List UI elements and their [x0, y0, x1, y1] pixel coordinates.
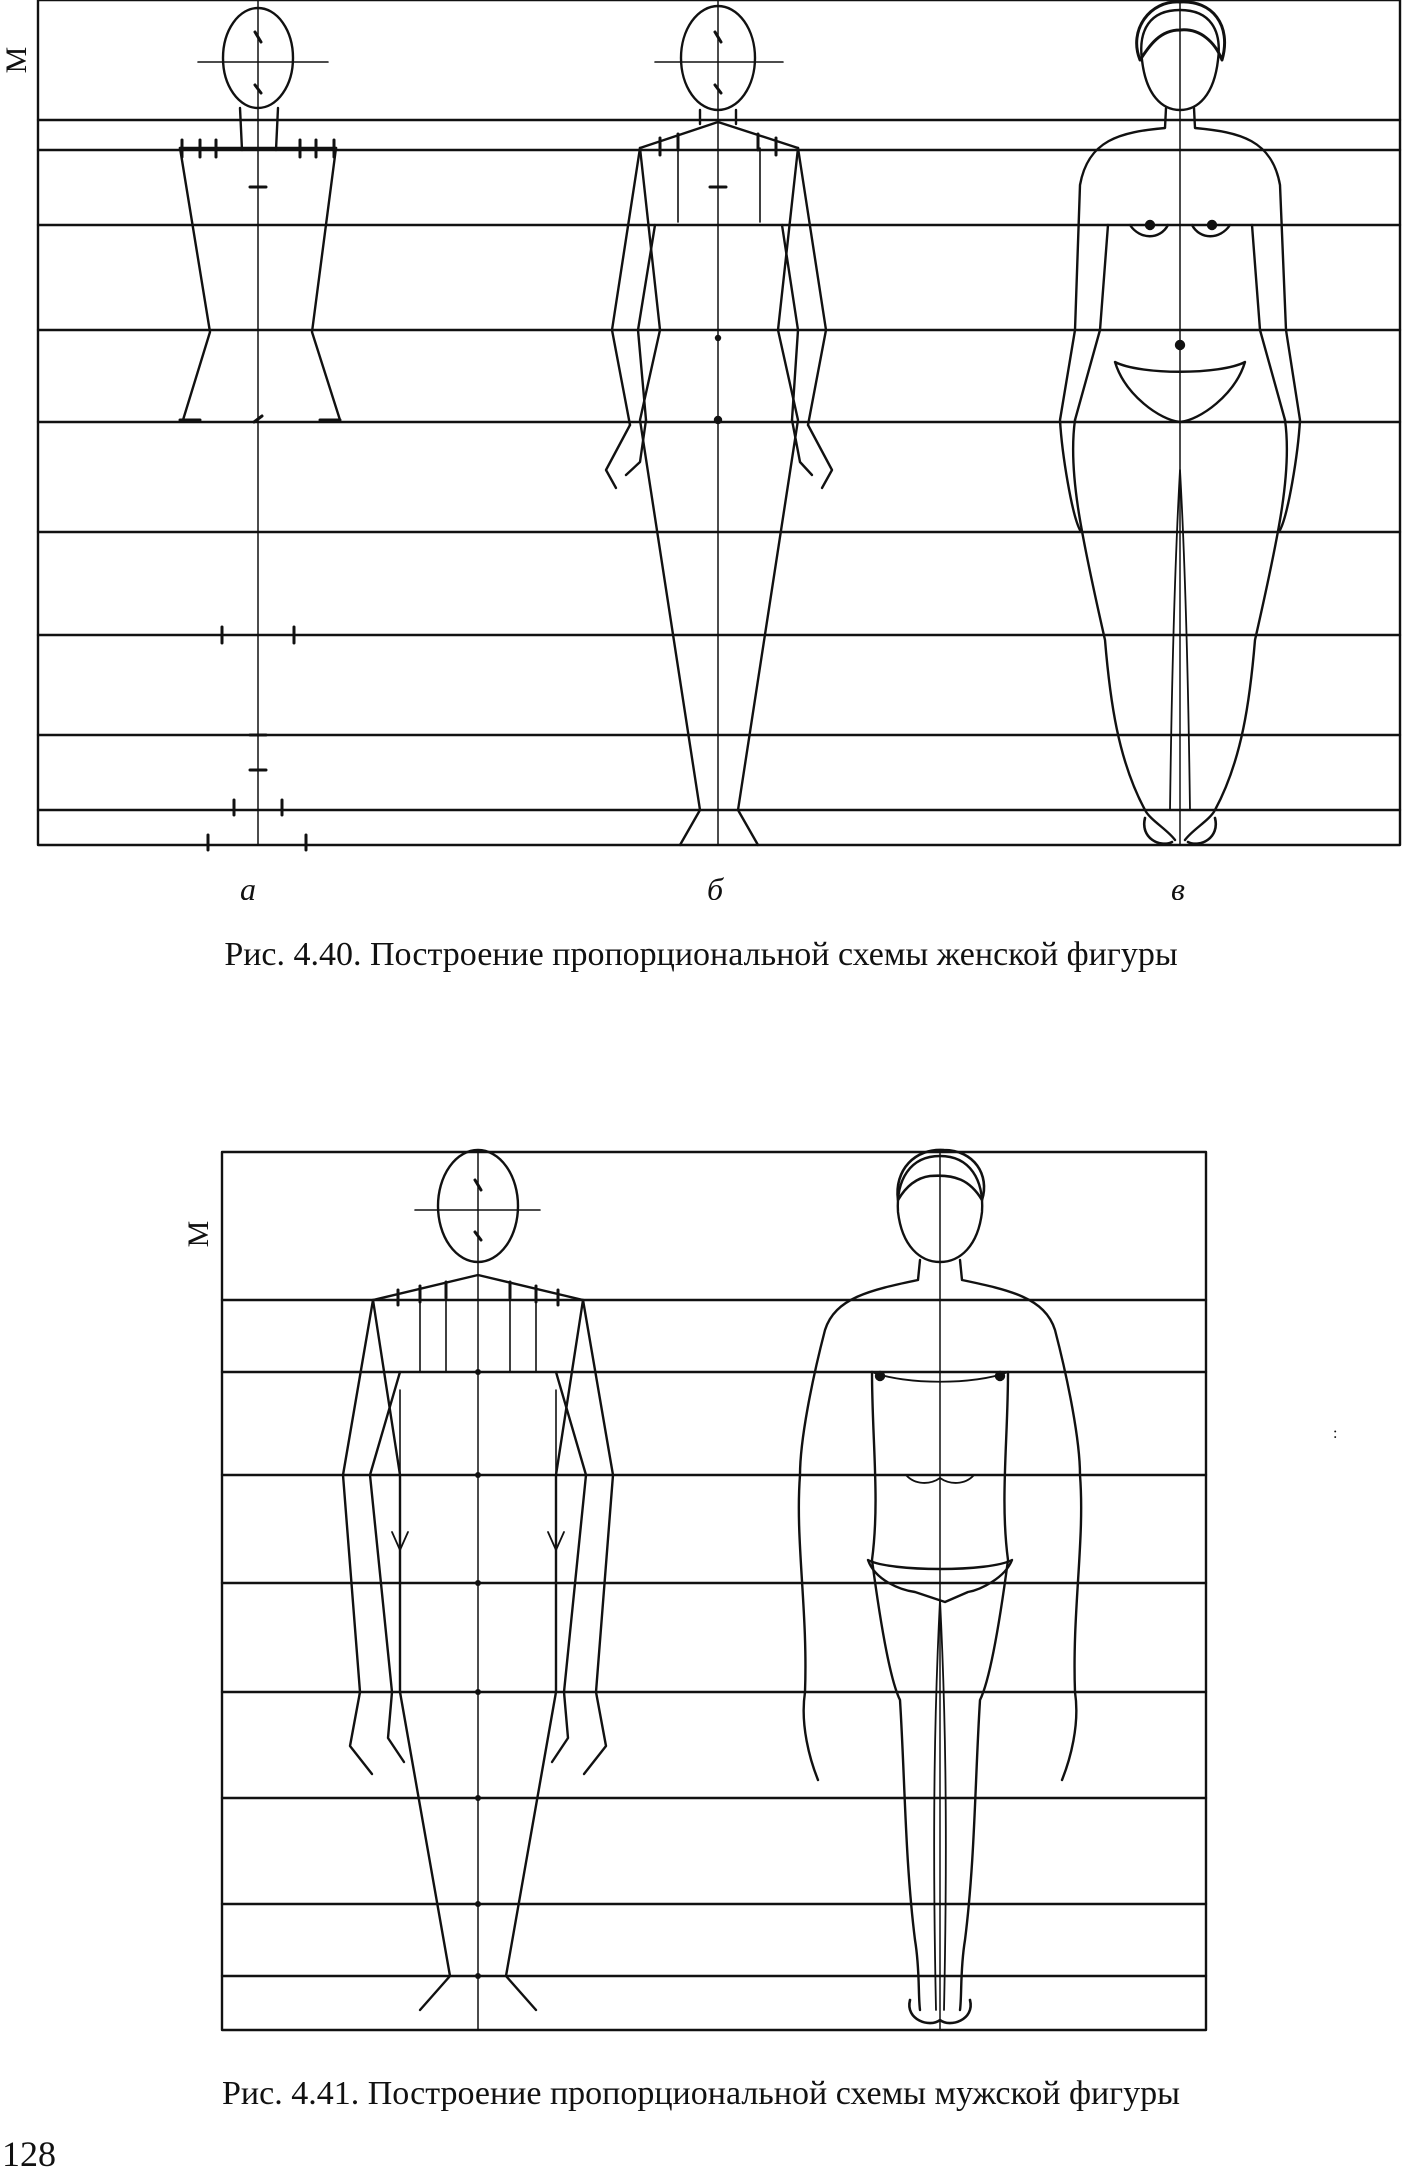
foot: [680, 810, 700, 845]
figure-4-40: [0, 0, 1402, 900]
male-figure-drawing: [799, 1150, 1081, 2030]
foot: [738, 810, 758, 845]
right-arm: [583, 1300, 613, 1692]
neck-right: [276, 108, 278, 150]
grid-frame: [222, 1152, 1206, 2030]
male-scheme: [343, 1150, 613, 2030]
module-lines: [38, 120, 1400, 810]
body-right: [506, 1300, 583, 1976]
right-leg: [1185, 420, 1287, 840]
foot: [420, 1976, 450, 2010]
body-right-outline: [738, 148, 798, 810]
chest-dot: [1146, 221, 1154, 229]
joint-dot: [715, 417, 721, 423]
left-arm: [343, 1300, 373, 1692]
module-side-label: М: [182, 1220, 215, 1248]
shoulder-slope: [640, 122, 798, 148]
module-side-label: М: [0, 46, 33, 74]
right-hand: [808, 425, 832, 488]
scheme-a: [180, 0, 340, 850]
right-arm: [556, 1372, 586, 1692]
body-left-outline: [640, 148, 700, 810]
module-lines: [222, 1300, 1206, 1976]
left-hand: [350, 1692, 372, 1774]
stray-mark: :: [1333, 1425, 1338, 1442]
sub-label-b: б: [706, 871, 724, 900]
chest-dot: [876, 1372, 884, 1380]
navel: [1176, 341, 1184, 349]
scheme-b: [606, 0, 832, 845]
chest-dot: [1208, 221, 1216, 229]
right-body-outline: [960, 1260, 1081, 1780]
left-body-outline: [799, 1260, 920, 1780]
joint-dot: [716, 336, 720, 340]
hair: [898, 1150, 985, 1200]
sub-label-v: в: [1171, 871, 1185, 900]
right-arm-outer: [798, 148, 826, 425]
leg-ticks: [208, 627, 306, 850]
chest-dot: [996, 1372, 1004, 1380]
right-arm-inner: [782, 225, 798, 420]
female-proportion-diagram: [0, 0, 1402, 900]
figure-4-41: [0, 1140, 1402, 2140]
left-leg: [1073, 420, 1175, 840]
neck-left: [240, 108, 242, 150]
page-number: 128: [2, 2134, 56, 2174]
torso-right-outline: [312, 148, 340, 420]
left-arm-outer: [612, 148, 640, 425]
foot: [506, 1976, 536, 2010]
male-proportion-diagram: [0, 1140, 1402, 2040]
body-left: [373, 1300, 450, 1976]
torso-left-outline: [180, 148, 210, 420]
left-arm: [370, 1372, 400, 1692]
figure-4-40-caption: Рис. 4.40. Построение пропорциональной схемы женской фигуры: [224, 936, 1178, 973]
right-hand: [584, 1692, 606, 1774]
left-hand: [606, 425, 630, 488]
figure-4-41-caption: Рис. 4.41. Построение пропорциональной схемы мужской фигуры: [222, 2075, 1180, 2112]
sub-label-a: а: [240, 871, 256, 900]
